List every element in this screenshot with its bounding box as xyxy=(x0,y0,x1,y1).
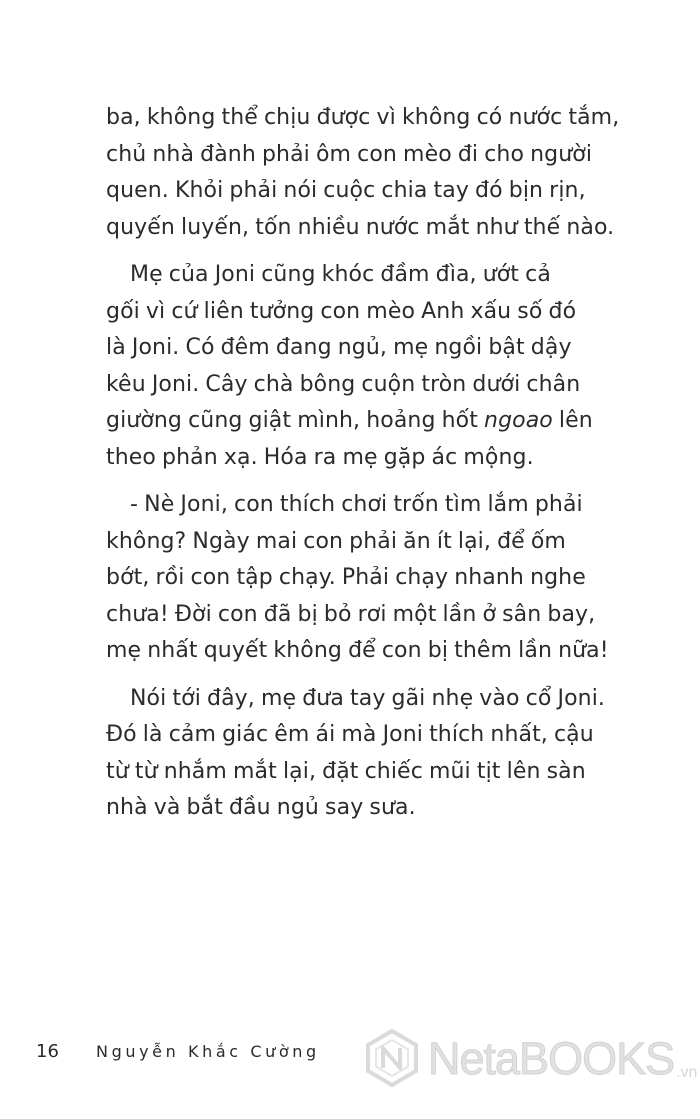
text-line: chủ nhà đành phải ôm con mèo đi cho người xyxy=(106,141,593,167)
text-line: quyến luyến, tốn nhiều nước mắt như thế nào. xyxy=(106,214,615,240)
page-number: 16 xyxy=(36,1041,59,1062)
text-segment: lên xyxy=(552,408,593,433)
running-head-author: Nguyễn Khắc Cường xyxy=(96,1042,320,1061)
text-line-with-italic xyxy=(106,403,666,440)
text-line: là Joni. Có đêm đang ngủ, mẹ ngồi bật dậy xyxy=(106,335,572,360)
page-footer xyxy=(36,1041,320,1067)
paragraph-1 xyxy=(106,100,666,246)
watermark xyxy=(364,1028,697,1088)
text-line: quen. Khỏi phải nói cuộc chia tay đó bịn rịn, xyxy=(106,178,586,203)
text-line: kêu Joni. Cây chà bông cuộn tròn dưới chân xyxy=(106,371,581,397)
text-line: Mẹ của Joni cũng khóc đầm đìa, ướt cả xyxy=(130,262,551,287)
netabooks-logo-icon xyxy=(364,1028,420,1088)
paragraph-2 xyxy=(106,257,666,476)
text-line: Nói tới đây, mẹ đưa tay gãi nhẹ vào cổ Joni. xyxy=(130,685,605,711)
text-line: không? Ngày mai con phải ăn ít lại, để ốm xyxy=(106,528,566,554)
text-line: theo phản xạ. Hóa ra mẹ gặp ác mộng. xyxy=(106,444,534,470)
text-line: Đó là cảm giác êm ái mà Joni thích nhất, cậu xyxy=(106,722,594,747)
text-line: nhà và bắt đầu ngủ say sưa. xyxy=(106,795,416,820)
paragraph-3 xyxy=(106,487,666,670)
text-line: bớt, rồi con tập chạy. Phải chạy nhanh nghe xyxy=(106,565,586,590)
body-text xyxy=(106,100,666,838)
text-line: chưa! Đời con đã bị bỏ rơi một lần ở sân bay, xyxy=(106,601,596,627)
text-line: gối vì cứ liên tưởng con mèo Anh xấu số đó xyxy=(106,298,577,324)
text-segment: giường cũng giật mình, hoảng hốt xyxy=(106,408,485,433)
italic-onomatopoeia: ngoao xyxy=(484,408,553,433)
watermark-suffix: .vn xyxy=(676,1064,698,1081)
paragraph-4 xyxy=(106,681,666,827)
text-line: ba, không thể chịu được vì không có nước tắm, xyxy=(106,105,620,130)
text-line: từ từ nhắm mắt lại, đặt chiếc mũi tịt lên sàn xyxy=(106,758,586,784)
text-line: - Nè Joni, con thích chơi trốn tìm lắm phải xyxy=(130,492,583,517)
text-line: mẹ nhất quyết không để con bị thêm lần nữa! xyxy=(106,638,609,663)
watermark-text: NetaBOOKS xyxy=(428,1032,675,1084)
